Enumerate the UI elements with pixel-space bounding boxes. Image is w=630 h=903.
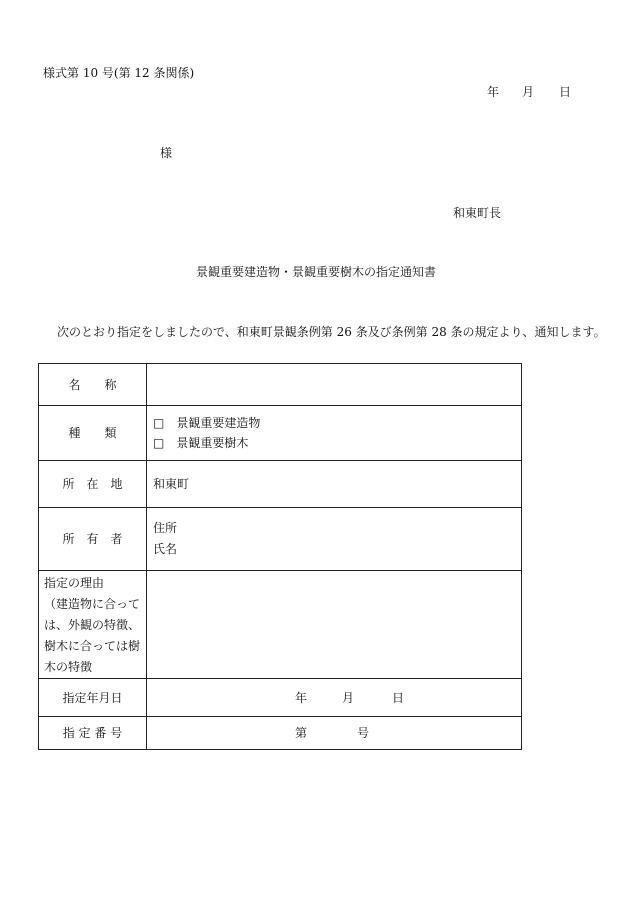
form-number: 様式第 10 号(第 12 条関係) — [43, 66, 195, 80]
table-row-name — [39, 364, 522, 406]
reason-label — [39, 571, 147, 679]
owner-value — [147, 508, 522, 571]
date-month: 月 — [342, 690, 355, 705]
number-label: 指 定 番 号 — [39, 717, 147, 750]
owner-label: 所 有 者 — [39, 508, 147, 571]
table-row-date — [39, 679, 522, 717]
addressee-suffix: 様 — [160, 146, 173, 160]
reason-label-line1: 指定の理由 — [44, 576, 105, 590]
type-option-building: □ 景観重要建造物 — [153, 416, 261, 430]
table-row-type — [39, 406, 522, 461]
document-title: 景観重要建造物・景観重要樹木の指定通知書 — [196, 265, 437, 279]
body-text: 次のとおり指定をしましたので、和東町景観条例第 26 条及び条例第 28 条の規定より、通知します。 — [57, 325, 606, 339]
name-value — [147, 364, 522, 406]
designation-table — [38, 363, 522, 750]
location-value: 和東町 — [147, 461, 522, 508]
table-row-owner — [39, 508, 522, 571]
table-row-location — [39, 461, 522, 508]
number-value — [147, 717, 522, 750]
number-prefix: 第 — [295, 726, 308, 740]
name-label: 名 称 — [39, 364, 147, 406]
table-row-reason — [39, 571, 522, 679]
table-row-number — [39, 717, 522, 750]
sender: 和東町長 — [453, 206, 502, 220]
owner-address-label: 住所 — [153, 521, 178, 535]
reason-label-rest: （建造物に合っては、外観の特徴、樹木に合っては樹木の特徴 — [44, 597, 141, 674]
header-date-day: 日 — [559, 85, 572, 99]
location-label: 所 在 地 — [39, 461, 147, 508]
header-date-year: 年 — [487, 85, 500, 99]
type-option-tree: □ 景観重要樹木 — [153, 436, 249, 450]
owner-name-label: 氏名 — [153, 542, 178, 556]
number-suffix: 号 — [357, 726, 370, 740]
date-value — [147, 679, 522, 717]
date-day: 日 — [392, 690, 405, 705]
header-date-month: 月 — [522, 85, 535, 99]
type-value — [147, 406, 522, 461]
date-label: 指定年月日 — [39, 679, 147, 717]
reason-value — [147, 571, 522, 679]
type-label: 種 類 — [39, 406, 147, 461]
date-year: 年 — [295, 690, 308, 705]
